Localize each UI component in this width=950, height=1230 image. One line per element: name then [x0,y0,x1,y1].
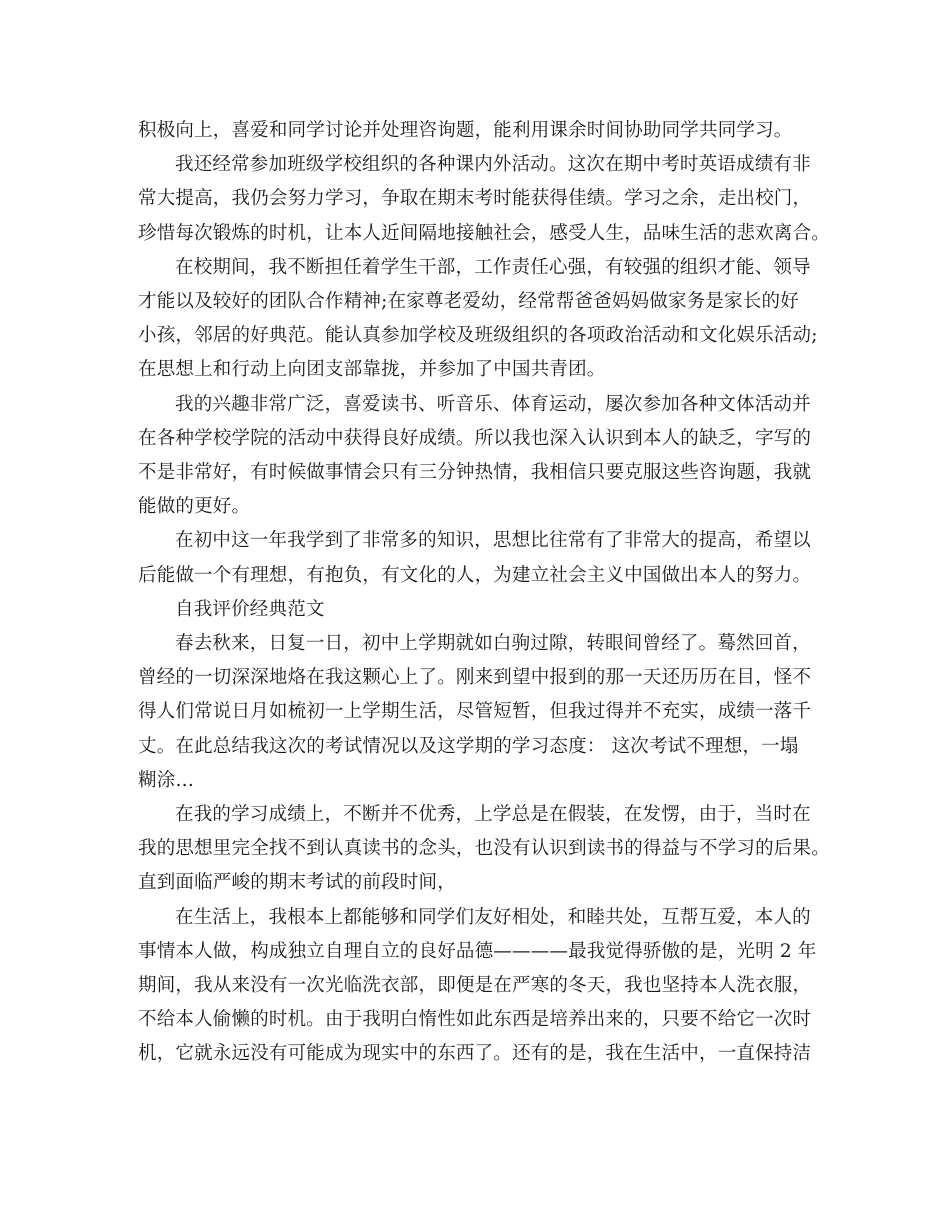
paragraph [138,798,830,901]
text-line: 不是非常好，有时候做事情会只有三分钟热情，我相信只要克服这些咨询题，我就 [138,462,812,484]
paragraph [138,901,826,1072]
text-line: 丈。在此总结我这次的考试情况以及这学期的学习态度： 这次考试不理想，一塌 [138,735,799,757]
paragraph [138,114,826,148]
text-line: 在校期间，我不断担任着学生干部，工作责任心强，有较强的组织才能、领导 [175,256,811,278]
text-line: 常大提高，我仍会努力学习，争取在期末考时能获得佳绩。学习之余，走出校门， [138,188,812,210]
paragraph [138,524,826,592]
text-line: 不给本人偷懒的时机。由于我明白惰性如此东西是培养出来的，只要不给它一次时 [138,1009,812,1031]
text-line: 事情本人做，构成独立自理自立的良好品德————最我觉得骄傲的是，光明 2 年 [138,940,817,962]
text-line: 在思想上和行动上向团支部靠拢，并参加了中国共青团。 [138,359,606,381]
text-line: 在各种学校学院的活动中获得良好成绩。所以我也深入认识到本人的缺乏，字写的 [138,427,812,449]
text-line: 在生活上，我根本上都能够和同学们友好相处，和睦共处，互帮互爱，本人的 [175,906,811,928]
text-line: 期间，我从来没有一次光临洗衣部，即便是在严寒的冬天，我也坚持本人洗衣服， [138,975,812,997]
text-line: 自我评价经典范文 [175,598,325,620]
text-line: 曾经的一切深深地烙在我这颗心上了。刚来到望中报到的那一天还历历在目，怪不 [138,667,812,689]
text-line: 我还经常参加班级学校组织的各种课内外活动。这次在期中考时英语成绩有非 [175,154,811,176]
text-line: 春去秋来，日复一日，初中上学期就如白驹过隙，转眼间曾经了。蓦然回首， [175,633,811,655]
text-line: 珍惜每次锻炼的时机，让本人近间隔地接触社会，感受人生，品味生活的悲欢离合。 [138,222,830,244]
paragraph [138,148,830,251]
text-line: 我的兴趣非常广泛，喜爱读书、听音乐、体育运动，屡次参加各种文体活动并 [175,393,811,415]
document-body [138,114,830,1072]
text-line: 机，它就永远没有可能成为现实中的东西了。还有的是，我在生活中，一直保持洁 [138,1043,812,1065]
text-line: 才能以及较好的团队合作精神;在家尊老爱幼，经常帮爸爸妈妈做家务是家长的好 [138,291,799,313]
text-line: 在初中这一年我学到了非常多的知识，思想比往常有了非常大的提高，希望以 [175,530,811,552]
text-line: 小孩，邻居的好典范。能认真参加学校及班级组织的各项政治活动和文化娱乐活动; [138,325,818,347]
text-line: 我的思想里完全找不到认真读书的念头，也没有认识到读书的得益与不学习的后果。 [138,838,830,860]
paragraph [138,251,826,388]
text-line: 糊涂… [138,769,195,791]
paragraph [138,593,826,627]
text-line: 得人们常说日月如梳初一上学期生活，尽管短暂，但我过得并不充实，成绩一落千 [138,701,812,723]
text-line: 能做的更好。 [138,496,251,518]
text-line: 直到面临严峻的期末考试的前段时间， [138,872,456,894]
text-line: 在我的学习成绩上，不断并不优秀，上学总是在假装，在发愣，由于，当时在 [175,804,811,826]
paragraph [138,388,826,525]
text-line: 积极向上，喜爱和同学讨论并处理咨询题，能利用课余时间协助同学共同学习。 [138,120,793,141]
paragraph [138,627,826,798]
text-line: 后能做一个有理想，有抱负，有文化的人，为建立社会主义中国做出本人的努力。 [138,564,812,586]
